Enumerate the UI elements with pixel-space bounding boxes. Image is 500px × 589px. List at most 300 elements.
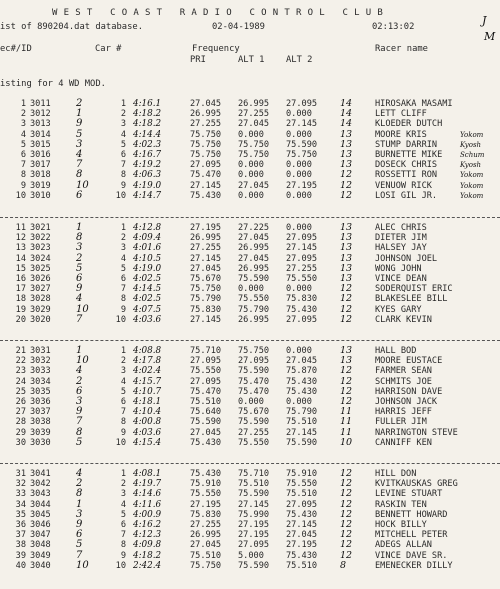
record-number: 37 [15,530,26,541]
handwritten-brand-note: Kyosh [460,140,482,149]
handwritten-start-number: 5 [76,436,83,448]
racer-name: NARRINGTON STEVE [375,427,458,438]
freq-primary: 75.510 [190,396,222,407]
handwritten-laps: 11 [340,416,353,428]
table-row [0,150,500,160]
table-row [0,223,500,233]
freq-primary: 75.470 [190,386,222,397]
handwritten-start-number: 3 [76,395,83,407]
record-id: 3044 [30,499,51,510]
handwritten-time: 4:17.8 [133,356,162,367]
handwritten-start-number: 4 [76,148,83,160]
record-id: 3033 [30,366,51,377]
freq-alt1: 0.000 [238,170,264,181]
freq-alt1: 75.550 [238,437,270,448]
freq-primary: 75.550 [190,366,222,377]
record-number: 33 [15,489,26,500]
table-row [0,438,500,448]
freq-alt1: 0.000 [238,190,264,201]
car-number: 6 [120,149,126,160]
freq-alt2: 75.910 [286,469,318,479]
record-id: 3019 [30,180,51,191]
handwritten-start-number: 5 [76,539,83,551]
handwritten-start-number: 4 [76,365,83,377]
handwritten-laps: 13 [340,232,353,244]
car-number: 2 [120,479,126,490]
handwritten-laps: 12 [340,179,353,191]
car-number: 5 [120,263,126,274]
handwritten-laps: 13 [340,222,353,233]
handwritten-time: 4:03.6 [133,427,162,438]
record-id: 3024 [30,253,51,264]
handwritten-start-number: 5 [76,262,83,274]
car-number: 5 [120,139,126,150]
handwritten-time: 4:19.7 [133,479,162,490]
handwritten-time: 4:19.0 [133,180,162,191]
table-row [0,181,500,191]
freq-primary: 75.430 [190,469,222,479]
record-number: 23 [15,366,26,377]
handwritten-start-number: 8 [76,488,83,500]
freq-alt1: 26.995 [238,263,270,274]
freq-primary: 75.430 [190,190,222,201]
freq-alt2: 0.000 [286,129,312,140]
freq-alt2: 27.095 [286,314,318,325]
car-number: 7 [120,160,126,171]
freq-alt1: 27.195 [238,530,270,541]
heat-group-2 [0,223,500,325]
handwritten-start-number: 9 [76,518,83,530]
record-number: 4 [20,129,26,140]
table-row [0,397,500,407]
freq-alt2: 75.430 [286,550,318,561]
freq-alt1: 75.470 [238,376,270,387]
record-number: 1 [20,99,26,109]
car-number: 8 [120,294,126,305]
record-id: 3035 [30,386,51,397]
record-number: 29 [15,427,26,438]
freq-alt2: 0.000 [286,160,312,171]
handwritten-start-number: 10 [76,355,89,367]
table-row [0,99,500,109]
handwritten-start-number: 6 [76,189,83,201]
record-number: 17 [15,284,26,295]
freq-primary: 75.640 [190,407,222,418]
record-id: 3010 [30,190,51,201]
record-number: 34 [15,499,26,510]
record-id: 3029 [30,304,51,315]
col-rec-id: ec#/ID [0,44,32,54]
freq-primary: 27.095 [190,160,222,171]
handwritten-start-number: 3 [76,138,83,150]
record-number: 18 [15,294,26,305]
freq-alt1: 27.255 [238,109,270,120]
car-number: 8 [120,417,126,428]
table-row [0,243,500,253]
racer-name: JOHNSON JOEL [375,253,438,264]
record-id: 3011 [30,99,51,109]
handwritten-brand-note: Schum [460,150,485,159]
handwritten-laps: 10 [340,436,353,448]
car-number: 3 [120,243,126,254]
corner-handwriting-j: J [482,14,487,27]
freq-alt1: 75.590 [238,560,270,571]
handwritten-start-number: 3 [76,242,83,254]
listing-title: isting for 4 WD MOD. [0,79,106,89]
record-id: 3021 [30,223,51,233]
handwritten-laps: 13 [340,272,353,284]
record-number: 32 [15,479,26,490]
racer-name: VINCE DEAN [375,273,427,284]
freq-alt1: 26.995 [238,99,270,109]
record-number: 9 [20,180,26,191]
freq-alt1: 26.995 [238,243,270,254]
handwritten-laps: 12 [340,375,353,387]
freq-primary: 27.045 [190,263,222,274]
freq-primary: 75.670 [190,273,222,284]
table-row [0,520,500,530]
handwritten-time: 4:09.4 [133,233,162,244]
freq-primary: 27.255 [190,243,222,254]
car-number: 7 [120,284,126,295]
handwritten-time: 4:09.8 [133,540,162,551]
handwritten-start-number: 2 [76,98,83,109]
table-row [0,356,500,366]
handwritten-time: 4:18.1 [133,396,162,407]
handwritten-laps: 13 [340,355,353,367]
car-number: 4 [120,499,126,510]
handwritten-brand-note: Yokom [460,130,484,139]
car-number: 8 [120,170,126,181]
file-line: ist of 890204.dat database. [0,22,143,32]
car-number: 8 [120,540,126,551]
record-id: 3042 [30,479,51,490]
handwritten-start-number: 3 [76,508,83,520]
freq-alt2: 0.000 [286,223,312,233]
table-row [0,109,500,119]
handwritten-time: 4:03.6 [133,314,162,325]
handwritten-laps: 11 [340,426,353,438]
record-number: 14 [15,253,26,264]
freq-alt1: 27.225 [238,223,270,233]
handwritten-time: 4:12.3 [133,530,162,541]
freq-primary: 75.510 [190,550,222,561]
handwritten-start-number: 1 [76,498,83,510]
group-divider [0,340,500,341]
handwritten-brand-note: Yokom [460,191,484,200]
car-number: 9 [120,427,126,438]
handwritten-start-number: 1 [76,345,83,356]
freq-alt2: 75.430 [286,376,318,387]
car-number: 3 [120,119,126,130]
freq-alt2: 0.000 [286,170,312,181]
racer-name: DIETER JIM [375,233,427,244]
handwritten-laps: 12 [340,169,353,181]
group-divider [0,463,500,464]
freq-alt1: 27.145 [238,499,270,510]
table-row [0,160,500,170]
freq-primary: 75.750 [190,284,222,295]
col-racer: Racer name [375,44,428,54]
table-row [0,407,500,417]
col-alt2: ALT 2 [286,55,313,65]
table-row [0,469,500,479]
record-id: 3045 [30,509,51,520]
car-number: 5 [120,509,126,520]
freq-alt2: 27.095 [286,99,318,109]
racer-name: EMENECKER DILLY [375,560,453,571]
handwritten-time: 4:19.2 [133,160,162,171]
handwritten-laps: 13 [340,252,353,264]
freq-alt2: 75.550 [286,273,318,284]
table-row [0,305,500,315]
handwritten-laps: 12 [340,508,353,520]
freq-alt1: 75.750 [238,346,270,356]
record-id: 3025 [30,263,51,274]
freq-alt1: 27.255 [238,427,270,438]
handwritten-time: 4:10.5 [133,253,162,264]
freq-alt2: 75.550 [286,479,318,490]
record-id: 3041 [30,469,51,479]
freq-alt1: 75.670 [238,407,270,418]
table-row [0,191,500,201]
handwritten-time: 2:42.4 [133,560,162,571]
handwritten-time: 4:18.2 [133,550,162,561]
record-number: 6 [20,149,26,160]
racer-name: RASKIN TEN [375,499,427,510]
record-id: 3026 [30,273,51,284]
freq-alt2: 75.590 [286,437,318,448]
handwritten-start-number: 10 [76,303,89,315]
freq-alt1: 0.000 [238,129,264,140]
car-number: 1 [120,346,126,356]
car-number: 2 [120,109,126,120]
racer-name: MITCHELL PETER [375,530,448,541]
freq-alt2: 75.510 [286,560,318,571]
record-number: 39 [15,550,26,561]
racer-name: KLOEDER DUTCH [375,119,443,130]
freq-alt1: 0.000 [238,396,264,407]
table-row [0,561,500,571]
handwritten-laps: 13 [340,159,353,171]
table-row [0,346,500,356]
record-id: 3023 [30,243,51,254]
freq-alt2: 27.045 [286,356,318,367]
racer-name: CANNIFF KEN [375,437,432,448]
freq-primary: 26.995 [190,233,222,244]
handwritten-laps: 12 [340,395,353,407]
heat-group-1 [0,99,500,201]
handwritten-laps: 14 [340,118,353,130]
car-number: 7 [120,407,126,418]
handwritten-time: 4:14.4 [133,129,162,140]
handwritten-start-number: 2 [76,252,83,264]
freq-alt2: 27.195 [286,180,318,191]
racer-name: LETT CLIFF [375,109,427,120]
record-number: 36 [15,519,26,530]
freq-primary: 75.590 [190,417,222,428]
freq-primary: 75.430 [190,437,222,448]
car-number: 1 [120,223,126,233]
record-number: 20 [15,314,26,325]
record-number: 5 [20,139,26,150]
handwritten-brand-note: Yokom [460,181,484,190]
handwritten-time: 4:12.8 [133,223,162,233]
freq-alt2: 0.000 [286,190,312,201]
table-row [0,233,500,243]
car-number: 2 [120,356,126,367]
freq-primary: 75.750 [190,139,222,150]
handwritten-laps: 14 [340,98,353,109]
racer-name: STUMP DARRIN [375,139,438,150]
car-number: 2 [120,233,126,244]
freq-alt2: 27.045 [286,530,318,541]
handwritten-laps: 13 [340,242,353,254]
record-id: 3047 [30,530,51,541]
handwritten-start-number: 10 [76,179,89,191]
record-id: 3032 [30,356,51,367]
record-number: 40 [15,560,26,571]
racer-name: SCHMITS JOE [375,376,432,387]
handwritten-time: 4:18.2 [133,109,162,120]
freq-primary: 27.195 [190,223,222,233]
database-line [0,22,415,32]
car-number: 6 [120,273,126,284]
table-row [0,294,500,304]
racer-name: SODERQUIST ERIC [375,284,453,295]
handwritten-laps: 14 [340,108,353,120]
handwritten-start-number: 8 [76,426,83,438]
racer-name: LEVINE STUART [375,489,443,500]
racer-name: HARRIS JEFF [375,407,432,418]
freq-alt2: 75.510 [286,489,318,500]
record-number: 13 [15,243,26,254]
table-row [0,551,500,561]
handwritten-start-number: 10 [76,559,89,571]
racer-name: HALSEY JAY [375,243,427,254]
freq-alt2: 75.430 [286,386,318,397]
handwritten-time: 4:02.5 [133,273,162,284]
freq-alt1: 0.000 [238,284,264,295]
table-row [0,479,500,489]
freq-primary: 75.830 [190,304,222,315]
record-number: 35 [15,509,26,520]
freq-alt1: 27.195 [238,519,270,530]
freq-primary: 27.195 [190,499,222,510]
table-row [0,500,500,510]
record-number: 8 [20,170,26,181]
record-number: 38 [15,540,26,551]
freq-alt2: 75.790 [286,407,318,418]
handwritten-time: 4:16.1 [133,99,162,109]
car-number: 1 [120,469,126,479]
record-number: 24 [15,376,26,387]
car-number: 10 [115,437,126,448]
handwritten-time: 4:19.0 [133,263,162,274]
table-row [0,428,500,438]
record-id: 3048 [30,540,51,551]
record-id: 3037 [30,407,51,418]
handwritten-laps: 13 [340,345,353,356]
table-row [0,510,500,520]
record-id: 3014 [30,129,51,140]
racer-name: BURNETTE MIKE [375,149,443,160]
record-id: 3028 [30,294,51,305]
handwritten-time: 4:06.3 [133,170,162,181]
table-row [0,417,500,427]
car-number: 6 [120,519,126,530]
handwritten-start-number: 6 [76,529,83,541]
handwritten-start-number: 4 [76,468,83,479]
table-row [0,387,500,397]
handwritten-time: 4:16.2 [133,519,162,530]
car-number: 4 [120,253,126,264]
car-number: 10 [115,314,126,325]
handwritten-start-number: 2 [76,375,83,387]
freq-primary: 27.145 [190,314,222,325]
racer-name: KVITKAUSKAS GREG [375,479,458,490]
freq-primary: 75.750 [190,149,222,160]
record-id: 3046 [30,519,51,530]
handwritten-laps: 12 [340,313,353,325]
record-number: 19 [15,304,26,315]
freq-alt2: 75.750 [286,149,318,160]
handwritten-time: 4:02.5 [133,294,162,305]
handwritten-start-number: 7 [76,159,83,171]
heat-group-4 [0,469,500,571]
handwritten-start-number: 9 [76,406,83,418]
print-date: 02-04-1989 [212,22,265,32]
handwritten-start-number: 4 [76,293,83,305]
table-row [0,284,500,294]
racer-name: DOSECK CHRIS [375,160,438,171]
car-number: 7 [120,530,126,541]
handwritten-start-number: 7 [76,416,83,428]
car-number: 9 [120,180,126,191]
handwritten-laps: 12 [340,498,353,510]
freq-alt1: 0.000 [238,160,264,171]
freq-alt2: 75.430 [286,509,318,520]
racer-name: BLAKESLEE BILL [375,294,448,305]
table-row [0,254,500,264]
freq-primary: 27.145 [190,180,222,191]
freq-alt2: 27.145 [286,243,318,254]
handwritten-laps: 12 [340,488,353,500]
freq-primary: 75.710 [190,346,222,356]
handwritten-time: 4:11.6 [133,499,162,510]
freq-alt2: 27.095 [286,499,318,510]
freq-alt2: 0.000 [286,109,312,120]
freq-primary: 27.255 [190,519,222,530]
handwritten-time: 4:15.4 [133,437,162,448]
freq-alt1: 75.590 [238,417,270,428]
group-divider [0,217,500,218]
freq-alt2: 27.255 [286,263,318,274]
col-frequency: Frequency [192,44,240,54]
freq-alt2: 75.510 [286,417,318,428]
freq-primary: 27.045 [190,99,222,109]
car-number: 9 [120,550,126,561]
handwritten-time: 4:14.7 [133,190,162,201]
col-car: Car # [95,44,122,54]
table-row [0,130,500,140]
handwritten-start-number: 8 [76,232,83,244]
record-number: 27 [15,407,26,418]
handwritten-time: 4:10.4 [133,407,162,418]
handwritten-laps: 12 [340,539,353,551]
record-number: 2 [20,109,26,120]
handwritten-time: 4:08.8 [133,346,162,356]
